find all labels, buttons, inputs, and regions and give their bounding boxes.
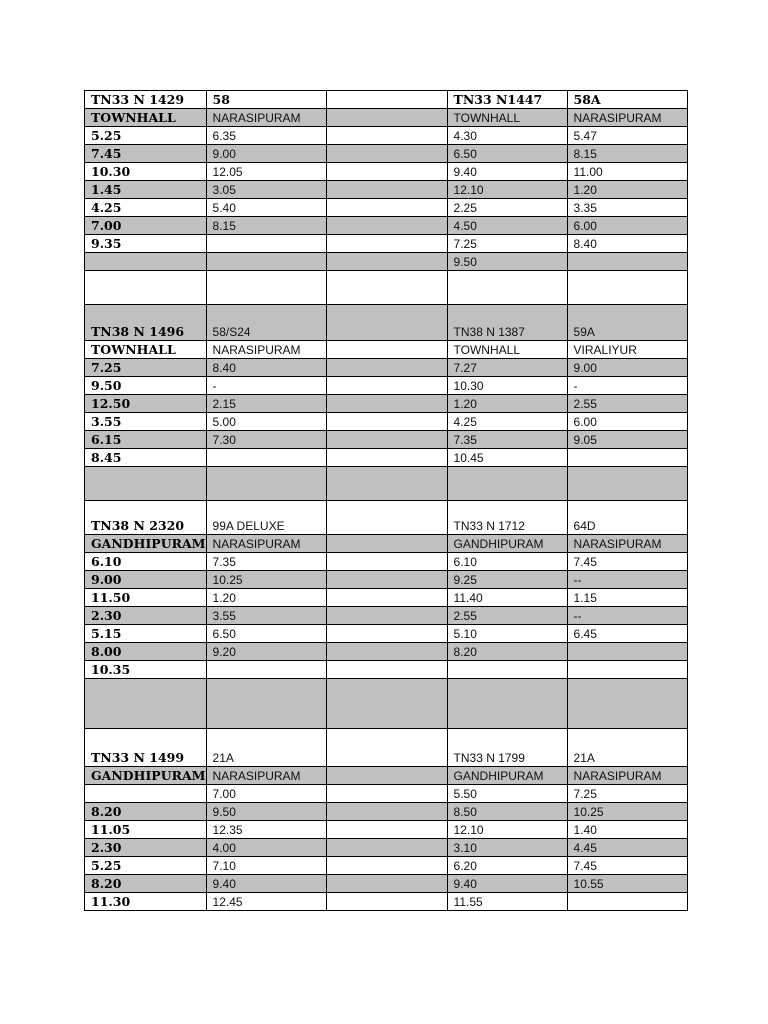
table-row (85, 253, 688, 271)
table-cell: 8.40 (206, 359, 326, 377)
table-row (85, 449, 688, 467)
table-cell: 11.50 (85, 589, 207, 607)
table-row (85, 535, 688, 553)
table-cell (326, 501, 447, 535)
table-cell: 8.40 (567, 235, 687, 253)
table-cell: VIRALIYUR (567, 341, 687, 359)
table-row (85, 91, 688, 109)
table-cell: 2.55 (447, 607, 567, 625)
table-cell: 5.25 (85, 127, 207, 145)
table-cell: 3.55 (85, 413, 207, 431)
table-cell: 6.00 (567, 413, 687, 431)
table-cell (447, 661, 567, 679)
timetable-body (85, 91, 688, 911)
table-cell (326, 803, 447, 821)
table-row (85, 785, 688, 803)
table-cell: 10.25 (206, 571, 326, 589)
table-cell (326, 431, 447, 449)
table-cell (326, 535, 447, 553)
table-cell (326, 359, 447, 377)
table-cell: 7.25 (567, 785, 687, 803)
table-cell: 5.50 (447, 785, 567, 803)
table-row (85, 607, 688, 625)
table-row (85, 803, 688, 821)
table-cell: TOWNHALL (447, 109, 567, 127)
table-cell: 7.00 (85, 217, 207, 235)
table-row (85, 145, 688, 163)
table-cell: GANDHIPURAM (447, 535, 567, 553)
table-cell: 6.10 (447, 553, 567, 571)
table-row (85, 413, 688, 431)
table-cell (326, 467, 447, 501)
table-cell: 10.30 (85, 163, 207, 181)
table-cell: 5.47 (567, 127, 687, 145)
table-cell: 7.10 (206, 857, 326, 875)
table-row (85, 839, 688, 857)
table-cell (567, 271, 687, 305)
table-cell: 12.10 (447, 821, 567, 839)
table-cell: 12.10 (447, 181, 567, 199)
table-cell: 2.25 (447, 199, 567, 217)
table-cell (326, 785, 447, 803)
table-cell (206, 253, 326, 271)
table-cell: - (567, 377, 687, 395)
table-cell (326, 625, 447, 643)
table-cell: 9.05 (567, 431, 687, 449)
table-cell: 2.15 (206, 395, 326, 413)
table-cell (447, 467, 567, 501)
table-cell: 9.50 (206, 803, 326, 821)
table-cell: 4.50 (447, 217, 567, 235)
table-cell (326, 643, 447, 661)
table-cell: 3.10 (447, 839, 567, 857)
table-cell: 58 (206, 91, 326, 109)
table-row (85, 625, 688, 643)
table-cell: 8.15 (206, 217, 326, 235)
table-cell (206, 679, 326, 729)
table-cell: 11.55 (447, 893, 567, 911)
table-cell: 9.25 (447, 571, 567, 589)
table-cell (326, 893, 447, 911)
table-row (85, 377, 688, 395)
table-cell: 7.45 (567, 857, 687, 875)
table-cell: 9.00 (206, 145, 326, 163)
table-cell: 7.35 (206, 553, 326, 571)
table-cell: 7.25 (447, 235, 567, 253)
table-row (85, 679, 688, 729)
table-row (85, 341, 688, 359)
table-cell (326, 109, 447, 127)
table-cell: TOWNHALL (85, 341, 207, 359)
table-cell: 5.15 (85, 625, 207, 643)
table-cell: 7.30 (206, 431, 326, 449)
table-cell: 11.40 (447, 589, 567, 607)
table-cell: -- (567, 571, 687, 589)
table-row (85, 431, 688, 449)
table-cell: 1.20 (206, 589, 326, 607)
table-cell (326, 767, 447, 785)
table-cell: 6.15 (85, 431, 207, 449)
table-row (85, 217, 688, 235)
table-cell: GANDHIPURAM (447, 767, 567, 785)
table-cell: GANDHIPURAM (85, 767, 207, 785)
table-cell: 7.27 (447, 359, 567, 377)
table-cell (206, 271, 326, 305)
table-cell: 1.45 (85, 181, 207, 199)
table-cell: 58/S24 (206, 305, 326, 341)
table-cell: 6.10 (85, 553, 207, 571)
table-cell: 11.05 (85, 821, 207, 839)
table-cell: 8.20 (85, 803, 207, 821)
table-cell: 4.30 (447, 127, 567, 145)
table-cell (326, 553, 447, 571)
table-cell: 9.00 (85, 571, 207, 589)
table-cell (447, 271, 567, 305)
table-cell: 64D (567, 501, 687, 535)
table-cell (326, 413, 447, 431)
table-cell: NARASIPURAM (567, 535, 687, 553)
table-cell: 11.30 (85, 893, 207, 911)
table-cell: 2.30 (85, 607, 207, 625)
table-cell: 9.40 (206, 875, 326, 893)
table-cell (567, 893, 687, 911)
table-row (85, 271, 688, 305)
table-cell (326, 857, 447, 875)
table-cell (326, 607, 447, 625)
table-cell (326, 91, 447, 109)
table-cell (326, 271, 447, 305)
bus-timetable (84, 90, 688, 911)
table-cell (447, 679, 567, 729)
table-cell: TN38 N 1496 (85, 305, 207, 341)
table-cell: 9.40 (447, 163, 567, 181)
table-cell: 7.45 (85, 145, 207, 163)
table-cell: NARASIPURAM (206, 109, 326, 127)
table-row (85, 571, 688, 589)
table-cell (85, 271, 207, 305)
table-cell: TOWNHALL (85, 109, 207, 127)
table-cell: 59A (567, 305, 687, 341)
table-cell: 1.20 (567, 181, 687, 199)
table-cell: 7.00 (206, 785, 326, 803)
table-cell: 5.40 (206, 199, 326, 217)
table-row (85, 661, 688, 679)
table-cell: 8.15 (567, 145, 687, 163)
table-cell: 21A (567, 729, 687, 767)
table-cell: 5.25 (85, 857, 207, 875)
table-row (85, 821, 688, 839)
table-cell (326, 305, 447, 341)
table-row (85, 893, 688, 911)
table-cell: TN33 N 1799 (447, 729, 567, 767)
table-cell (567, 467, 687, 501)
table-row (85, 875, 688, 893)
table-cell: 8.00 (85, 643, 207, 661)
table-cell: 6.45 (567, 625, 687, 643)
table-cell (326, 377, 447, 395)
table-cell (326, 127, 447, 145)
table-cell (567, 253, 687, 271)
table-cell: TN33 N1447 (447, 91, 567, 109)
table-cell: 10.30 (447, 377, 567, 395)
table-cell (326, 163, 447, 181)
table-cell: 58A (567, 91, 687, 109)
table-cell: 7.45 (567, 553, 687, 571)
table-cell: 8.20 (85, 875, 207, 893)
table-cell: NARASIPURAM (206, 767, 326, 785)
table-cell: TN38 N 1387 (447, 305, 567, 341)
table-cell: -- (567, 607, 687, 625)
table-cell: 1.20 (447, 395, 567, 413)
table-cell: GANDHIPURAM (85, 535, 207, 553)
table-cell: 3.55 (206, 607, 326, 625)
table-row (85, 359, 688, 377)
table-row (85, 109, 688, 127)
table-cell (326, 729, 447, 767)
table-cell: NARASIPURAM (206, 535, 326, 553)
table-cell: - (206, 377, 326, 395)
table-cell: TN38 N 2320 (85, 501, 207, 535)
table-cell: TOWNHALL (447, 341, 567, 359)
table-cell: 4.25 (447, 413, 567, 431)
table-cell: 10.35 (85, 661, 207, 679)
table-cell: 6.00 (567, 217, 687, 235)
table-cell (326, 839, 447, 857)
table-cell: 4.25 (85, 199, 207, 217)
table-cell (326, 821, 447, 839)
table-cell (567, 679, 687, 729)
table-cell: 8.20 (447, 643, 567, 661)
table-cell (567, 661, 687, 679)
table-cell: 4.00 (206, 839, 326, 857)
table-cell: 1.15 (567, 589, 687, 607)
table-cell: 3.35 (567, 199, 687, 217)
table-cell: NARASIPURAM (206, 341, 326, 359)
table-row (85, 857, 688, 875)
table-cell (567, 449, 687, 467)
table-cell: 9.20 (206, 643, 326, 661)
table-cell (206, 467, 326, 501)
table-cell: 99A DELUXE (206, 501, 326, 535)
table-cell: 5.10 (447, 625, 567, 643)
table-cell: 7.25 (85, 359, 207, 377)
table-row (85, 163, 688, 181)
table-cell (206, 449, 326, 467)
table-cell: 8.45 (85, 449, 207, 467)
table-cell: 6.35 (206, 127, 326, 145)
table-cell (85, 785, 207, 803)
table-cell: 2.30 (85, 839, 207, 857)
table-row (85, 767, 688, 785)
table-cell: 12.35 (206, 821, 326, 839)
table-row (85, 305, 688, 341)
table-cell: 3.05 (206, 181, 326, 199)
table-cell: 6.20 (447, 857, 567, 875)
table-cell: 12.45 (206, 893, 326, 911)
table-cell (85, 467, 207, 501)
table-cell: 8.50 (447, 803, 567, 821)
table-cell (326, 181, 447, 199)
table-cell: 12.50 (85, 395, 207, 413)
table-row (85, 729, 688, 767)
table-cell: 7.35 (447, 431, 567, 449)
table-cell: 10.55 (567, 875, 687, 893)
table-cell: TN33 N 1429 (85, 91, 207, 109)
table-row (85, 643, 688, 661)
table-row (85, 589, 688, 607)
table-cell (326, 395, 447, 413)
table-cell: 11.00 (567, 163, 687, 181)
table-row (85, 553, 688, 571)
table-cell (326, 199, 447, 217)
table-cell: 9.40 (447, 875, 567, 893)
table-cell: 2.55 (567, 395, 687, 413)
table-cell: 5.00 (206, 413, 326, 431)
table-cell: 9.50 (447, 253, 567, 271)
table-cell: 9.00 (567, 359, 687, 377)
table-cell: 6.50 (206, 625, 326, 643)
table-cell (326, 145, 447, 163)
table-row (85, 395, 688, 413)
table-row (85, 501, 688, 535)
table-cell: 6.50 (447, 145, 567, 163)
table-cell (567, 643, 687, 661)
table-cell (326, 875, 447, 893)
table-cell (326, 679, 447, 729)
table-cell (85, 253, 207, 271)
table-cell: 10.25 (567, 803, 687, 821)
table-cell: 9.35 (85, 235, 207, 253)
table-cell (326, 571, 447, 589)
table-cell: 21A (206, 729, 326, 767)
table-cell: 10.45 (447, 449, 567, 467)
table-cell (326, 341, 447, 359)
table-cell: 9.50 (85, 377, 207, 395)
table-cell: TN33 N 1712 (447, 501, 567, 535)
table-cell: 1.40 (567, 821, 687, 839)
table-cell (326, 235, 447, 253)
table-cell (206, 235, 326, 253)
table-cell (206, 661, 326, 679)
table-row (85, 199, 688, 217)
table-cell: 4.45 (567, 839, 687, 857)
table-cell: NARASIPURAM (567, 109, 687, 127)
table-cell (326, 589, 447, 607)
table-row (85, 235, 688, 253)
table-cell (326, 449, 447, 467)
table-row (85, 127, 688, 145)
table-cell (326, 661, 447, 679)
table-cell (326, 253, 447, 271)
table-cell: TN33 N 1499 (85, 729, 207, 767)
table-cell (85, 679, 207, 729)
table-row (85, 467, 688, 501)
table-cell: 12.05 (206, 163, 326, 181)
table-cell (326, 217, 447, 235)
table-cell: NARASIPURAM (567, 767, 687, 785)
table-row (85, 181, 688, 199)
